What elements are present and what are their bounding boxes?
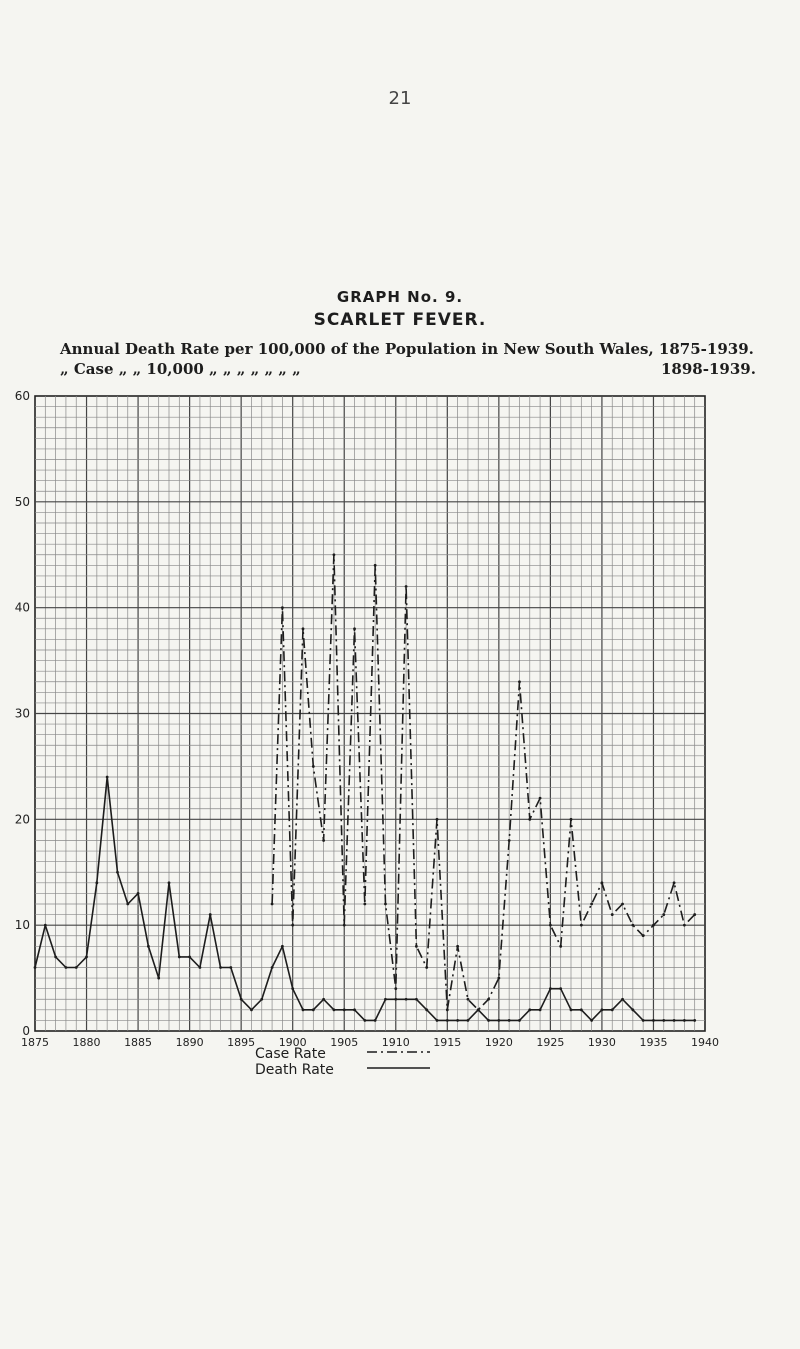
death-rate-point [631,1008,634,1011]
subtitle-death-rate-text: Annual Death Rate per 100,000 of the Population in New South Wales, 1875-1939. [60,340,754,358]
death-rate-point [95,881,98,884]
y-tick-label: 10 [14,918,30,933]
legend-case-rate [255,1046,326,1062]
case-rate-point [425,966,428,969]
death-rate-point [260,998,263,1001]
death-rate-point [209,913,212,916]
case-rate-point [683,924,686,927]
case-rate-point [601,881,604,884]
death-rate-point [446,1019,449,1022]
death-rate-point [394,998,397,1001]
death-rate-point [415,998,418,1001]
death-rate-point [188,956,191,959]
case-rate-point [415,945,418,948]
case-rate-point [528,818,531,821]
case-rate-point [631,924,634,927]
death-rate-point [497,1019,500,1022]
death-rate-point [384,998,387,1001]
death-rate-point [229,966,232,969]
death-rate-point [219,966,222,969]
case-rate-point [549,924,552,927]
case-rate-line [272,555,695,1010]
death-rate-point [168,881,171,884]
death-rate-point [477,1008,480,1011]
death-rate-point [374,1019,377,1022]
death-rate-point [456,1019,459,1022]
death-rate-point [44,924,47,927]
death-rate-point [673,1019,676,1022]
death-rate-point [693,1019,696,1022]
y-tick-label: 50 [14,494,30,509]
death-rate-point [54,956,57,959]
death-rate-point [291,987,294,990]
death-rate-point [570,1008,573,1011]
x-tick-label: 1940 [691,1036,719,1049]
death-rate-point [34,966,37,969]
case-rate-point [333,553,336,556]
x-tick-label: 1895 [227,1036,256,1049]
subtitle-case-rate-years: 1898-1939. [661,360,756,378]
death-rate-point [405,998,408,1001]
x-tick-label: 1930 [587,1036,616,1049]
case-rate-point [322,839,325,842]
death-rate-point [312,1008,315,1011]
y-tick-label: 40 [14,600,30,615]
death-rate-point [363,1019,366,1022]
case-rate-point [611,913,614,916]
case-rate-point [405,585,408,588]
case-rate-point [384,903,387,906]
case-rate-point [642,934,645,937]
x-tick-label: 1935 [639,1036,668,1049]
death-rate-point [611,1008,614,1011]
case-rate-point [580,924,583,927]
case-rate-point [281,606,284,609]
death-rate-point [75,966,78,969]
case-rate-point [497,977,500,980]
death-rate-point [528,1008,531,1011]
x-tick-label: 1875 [21,1036,49,1049]
death-rate-point [621,998,624,1001]
case-rate-point [394,987,397,990]
death-rate-point [487,1019,490,1022]
death-rate-point [302,1008,305,1011]
death-rate-point [343,1008,346,1011]
y-tick-label: 30 [14,706,30,721]
death-rate-point [580,1008,583,1011]
death-rate-point [662,1019,665,1022]
y-tick-label: 60 [14,389,30,403]
death-rate-point [539,1008,542,1011]
case-rate-point [353,627,356,630]
case-rate-point [652,924,655,927]
death-rate-point [549,987,552,990]
x-tick-label: 1910 [381,1036,410,1049]
case-rate-point [271,903,274,906]
x-tick-label: 1925 [536,1036,565,1049]
case-rate-point [456,945,459,948]
case-rate-point [518,680,521,683]
death-rate-point [601,1008,604,1011]
death-rate-point [116,871,119,874]
graph-number: GRAPH No. 9. [336,288,464,306]
death-rate-point [353,1008,356,1011]
chart-title: SCARLET FEVER. [313,310,487,330]
x-tick-label: 1920 [484,1036,513,1049]
case-rate-series [271,553,696,1011]
case-rate-point [539,797,542,800]
death-rate-point [250,1008,253,1011]
death-rate-point [85,956,88,959]
case-rate-point [570,818,573,821]
case-rate-point [446,1008,449,1011]
legend-death-rate [255,1062,334,1078]
chart-axes [15,389,719,1049]
death-rate-point [590,1019,593,1022]
case-rate-point [487,998,490,1001]
death-rate-point [65,966,68,969]
case-rate-point [508,839,511,842]
case-rate-point [673,881,676,884]
case-rate-point [693,913,696,916]
case-rate-point [621,903,624,906]
legend-case-rate-label: Case Rate [255,1046,326,1062]
page-number: 21 [388,88,412,109]
x-tick-label: 1890 [175,1036,204,1049]
case-rate-point [590,903,593,906]
death-rate-point [240,998,243,1001]
x-tick-label: 1880 [72,1036,101,1049]
death-rate-point [559,987,562,990]
case-rate-point [662,913,665,916]
death-rate-point [271,966,274,969]
y-tick-label: 20 [14,812,30,827]
death-rate-point [467,1019,470,1022]
death-rate-point [199,966,202,969]
death-rate-point [518,1019,521,1022]
legend-swatches [367,1052,430,1068]
case-rate-point [436,818,439,821]
death-rate-point [322,998,325,1001]
death-rate-point [106,776,109,779]
case-rate-point [363,903,366,906]
case-rate-point [374,564,377,567]
case-rate-point [291,924,294,927]
death-rate-point [333,1008,336,1011]
death-rate-point [126,903,129,906]
death-rate-point [425,1008,428,1011]
y-tick-label: 0 [22,1024,30,1038]
case-rate-point [343,924,346,927]
death-rate-point [147,945,150,948]
death-rate-point [281,945,284,948]
x-tick-label: 1885 [124,1036,153,1049]
x-tick-label: 1915 [433,1036,462,1049]
case-rate-point [559,945,562,948]
case-rate-point [467,998,470,1001]
subtitle-case-rate-text: „ Case „ „ 10,000 „ „ „ „ „ „ „ [60,360,301,378]
legend-death-rate-label: Death Rate [255,1062,334,1078]
death-rate-point [178,956,181,959]
case-rate-point [312,765,315,768]
death-rate-point [137,892,140,895]
x-tick-label: 1900 [278,1036,307,1049]
x-tick-label: 1905 [330,1036,359,1049]
death-rate-point [508,1019,511,1022]
death-rate-point [652,1019,655,1022]
death-rate-point [683,1019,686,1022]
death-rate-point [157,977,160,980]
death-rate-point [436,1019,439,1022]
case-rate-point [302,627,305,630]
death-rate-point [642,1019,645,1022]
